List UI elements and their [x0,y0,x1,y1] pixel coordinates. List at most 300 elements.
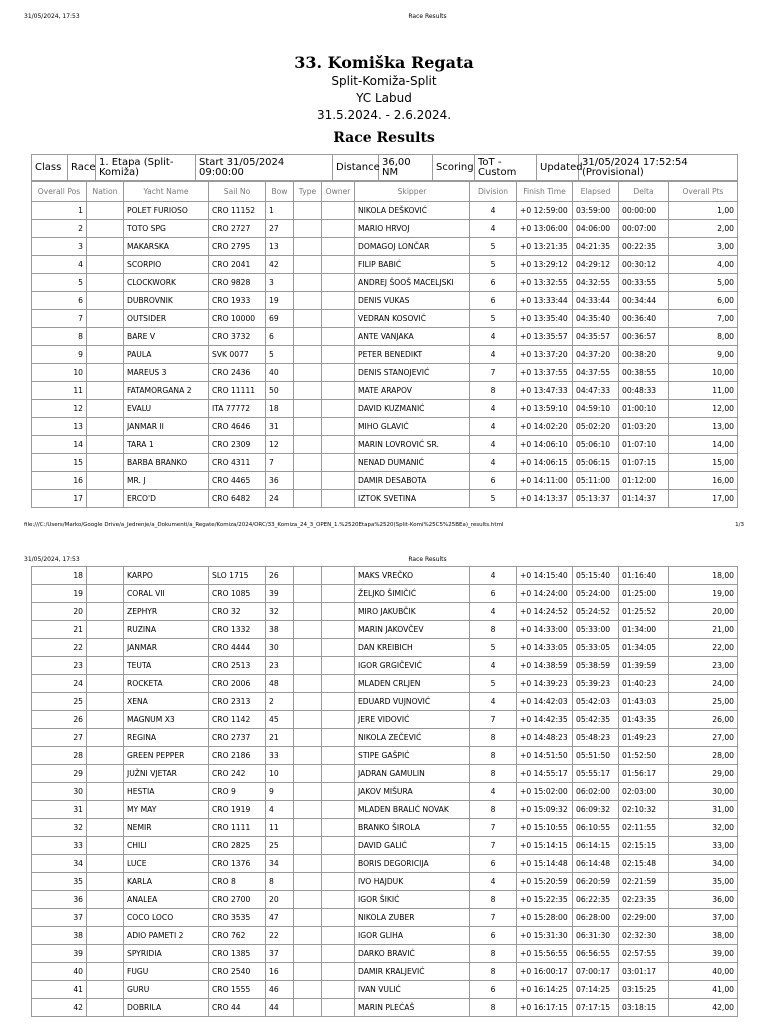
owner-cell [322,472,355,490]
owner-cell [322,873,355,891]
finish-cell: +0 13:59:10 [517,400,573,418]
type-cell [294,274,322,292]
division-cell: 5 [470,238,517,256]
points-cell: 15,00 [669,454,738,472]
skipper-cell: MATE ARAPOV [355,382,470,400]
points-cell: 27,00 [669,729,738,747]
type-cell [294,472,322,490]
start-label: Start [199,156,224,168]
event-title: 33. Komiška Regata [294,53,474,72]
table-row [32,765,738,783]
yacht-cell: BARE V [124,328,209,346]
elapsed-cell: 05:15:40 [573,567,619,585]
elapsed-cell: 05:33:05 [573,639,619,657]
bow-cell: 18 [266,400,294,418]
elapsed-cell: 04:37:20 [573,346,619,364]
skipper-cell: FILIP BABIĆ [355,256,470,274]
skipper-cell: DARKO BRAVIĆ [355,945,470,963]
bow-cell: 31 [266,418,294,436]
pos-cell: 17 [32,490,87,508]
owner-cell [322,490,355,508]
points-cell: 42,00 [669,999,738,1017]
skipper-cell: DAN KREIBICH [355,639,470,657]
yacht-cell: TOTO SPG [124,220,209,238]
points-cell: 33,00 [669,837,738,855]
nation-cell [87,454,124,472]
points-cell: 6,00 [669,292,738,310]
elapsed-cell: 05:42:03 [573,693,619,711]
bow-cell: 5 [266,346,294,364]
elapsed-cell: 05:55:17 [573,765,619,783]
elapsed-cell: 07:00:17 [573,963,619,981]
division-cell: 4 [470,783,517,801]
nation-cell [87,927,124,945]
finish-cell: +0 15:14:15 [517,837,573,855]
nation-cell [87,945,124,963]
owner-cell [322,292,355,310]
column-header: Overall Pts [669,182,738,202]
sail-cell: CRO 1332 [209,621,266,639]
pos-cell: 18 [32,567,87,585]
skipper-cell: BRANKO ŠIROLA [355,819,470,837]
points-cell: 24,00 [669,675,738,693]
finish-cell: +0 15:10:55 [517,819,573,837]
division-cell: 6 [470,274,517,292]
owner-cell [322,639,355,657]
delta-cell: 00:36:57 [619,328,669,346]
bow-cell: 30 [266,639,294,657]
division-cell: 4 [470,693,517,711]
type-cell [294,711,322,729]
finish-cell: +0 15:02:00 [517,783,573,801]
finish-cell: +0 13:37:55 [517,364,573,382]
sail-cell: CRO 1933 [209,292,266,310]
points-cell: 8,00 [669,328,738,346]
sail-cell: CRO 2309 [209,436,266,454]
sail-cell: CRO 2737 [209,729,266,747]
finish-cell: +0 14:15:40 [517,567,573,585]
table-row [32,256,738,274]
division-cell: 8 [470,729,517,747]
type-cell [294,873,322,891]
skipper-cell: JADRAN GAMULIN [355,765,470,783]
skipper-cell: MARIO HRVOJ [355,220,470,238]
table-row [32,981,738,999]
finish-cell: +0 13:35:57 [517,328,573,346]
skipper-cell: NIKOLA DEŠKOVIĆ [355,202,470,220]
type-cell [294,675,322,693]
bow-cell: 8 [266,873,294,891]
delta-cell: 02:23:35 [619,891,669,909]
yacht-cell: PAULA [124,346,209,364]
owner-cell [322,585,355,603]
pos-cell: 6 [32,292,87,310]
division-cell: 7 [470,819,517,837]
bow-cell: 19 [266,292,294,310]
finish-cell: +0 14:39:23 [517,675,573,693]
sail-cell: CRO 762 [209,927,266,945]
pos-cell: 27 [32,729,87,747]
skipper-cell: STIPE GAŠPIĆ [355,747,470,765]
delta-cell: 01:00:10 [619,400,669,418]
yacht-cell: HESTIA [124,783,209,801]
delta-cell: 01:03:20 [619,418,669,436]
nation-cell [87,436,124,454]
bow-cell: 13 [266,238,294,256]
type-cell [294,256,322,274]
division-cell: 8 [470,747,517,765]
owner-cell [322,346,355,364]
sail-cell: CRO 44 [209,999,266,1017]
delta-cell: 00:00:00 [619,202,669,220]
skipper-cell: IGOR GLIHA [355,927,470,945]
sail-cell: CRO 2436 [209,364,266,382]
finish-cell: +0 15:56:55 [517,945,573,963]
pos-cell: 24 [32,675,87,693]
elapsed-cell: 05:38:59 [573,657,619,675]
division-cell: 4 [470,220,517,238]
type-cell [294,603,322,621]
points-cell: 4,00 [669,256,738,274]
pos-cell: 42 [32,999,87,1017]
elapsed-cell: 05:06:10 [573,436,619,454]
nation-cell [87,999,124,1017]
bow-cell: 21 [266,729,294,747]
sail-cell: CRO 9828 [209,274,266,292]
division-cell: 7 [470,837,517,855]
bow-cell: 37 [266,945,294,963]
bow-cell: 10 [266,765,294,783]
nation-cell [87,981,124,999]
table-row [32,621,738,639]
nation-cell [87,621,124,639]
points-cell: 21,00 [669,621,738,639]
owner-cell [322,747,355,765]
pos-cell: 41 [32,981,87,999]
yacht-cell: GURU [124,981,209,999]
sail-cell: CRO 1376 [209,855,266,873]
pos-cell: 23 [32,657,87,675]
points-cell: 40,00 [669,963,738,981]
pos-cell: 7 [32,310,87,328]
owner-cell [322,382,355,400]
bow-cell: 42 [266,256,294,274]
nation-cell [87,400,124,418]
skipper-cell: DAVID KUZMANIĆ [355,400,470,418]
nation-cell [87,711,124,729]
finish-cell: +0 14:06:15 [517,454,573,472]
pos-cell: 35 [32,873,87,891]
nation-cell [87,657,124,675]
elapsed-cell: 05:11:00 [573,472,619,490]
division-cell: 6 [470,585,517,603]
pos-cell: 10 [32,364,87,382]
finish-cell: +0 13:21:35 [517,238,573,256]
owner-cell [322,621,355,639]
pos-cell: 20 [32,603,87,621]
column-header: Nation [87,182,124,202]
sail-cell: CRO 2006 [209,675,266,693]
finish-cell: +0 15:22:35 [517,891,573,909]
pos-cell: 30 [32,783,87,801]
points-cell: 41,00 [669,981,738,999]
yacht-cell: FATAMORGANA 2 [124,382,209,400]
type-cell [294,436,322,454]
points-cell: 17,00 [669,490,738,508]
skipper-cell: DAMIR DESABOTA [355,472,470,490]
division-cell: 7 [470,711,517,729]
delta-cell: 02:15:48 [619,855,669,873]
owner-cell [322,999,355,1017]
table-row [32,418,738,436]
print-title-2: Race Results [408,556,447,563]
yacht-cell: LUCE [124,855,209,873]
owner-cell [322,765,355,783]
elapsed-cell: 04:37:55 [573,364,619,382]
skipper-cell: NIKOLA ZUBER [355,909,470,927]
owner-cell [322,256,355,274]
pos-cell: 4 [32,256,87,274]
pos-cell: 13 [32,418,87,436]
finish-cell: +0 14:42:03 [517,693,573,711]
skipper-cell: DENIS VUKAS [355,292,470,310]
yacht-cell: MAGNUM X3 [124,711,209,729]
skipper-cell: MLADEN CRLJEN [355,675,470,693]
table-row [32,999,738,1017]
nation-cell [87,801,124,819]
pos-cell: 5 [32,274,87,292]
yacht-cell: ADIO PAMETI 2 [124,927,209,945]
table-row [32,567,738,585]
bow-cell: 39 [266,585,294,603]
nation-cell [87,328,124,346]
points-cell: 18,00 [669,567,738,585]
elapsed-cell: 04:21:35 [573,238,619,256]
delta-cell: 01:34:05 [619,639,669,657]
nation-cell [87,819,124,837]
finish-cell: +0 13:33:44 [517,292,573,310]
yacht-cell: XENA [124,693,209,711]
division-cell: 5 [470,675,517,693]
type-cell [294,891,322,909]
sail-cell: CRO 2313 [209,693,266,711]
type-cell [294,693,322,711]
elapsed-cell: 05:39:23 [573,675,619,693]
points-cell: 7,00 [669,310,738,328]
nation-cell [87,909,124,927]
points-cell: 1,00 [669,202,738,220]
bow-cell: 50 [266,382,294,400]
sail-cell: CRO 2727 [209,220,266,238]
finish-cell: +0 14:33:05 [517,639,573,657]
type-cell [294,855,322,873]
skipper-cell: ANTE VANJAKA [355,328,470,346]
finish-cell: +0 14:24:52 [517,603,573,621]
finish-cell: +0 14:13:37 [517,490,573,508]
nation-cell [87,837,124,855]
table-row [32,400,738,418]
pos-cell: 14 [32,436,87,454]
points-cell: 32,00 [669,819,738,837]
class-label: Class [32,155,68,181]
bow-cell: 3 [266,274,294,292]
nation-cell [87,747,124,765]
points-cell: 20,00 [669,603,738,621]
division-cell: 6 [470,855,517,873]
delta-cell: 01:56:17 [619,765,669,783]
owner-cell [322,927,355,945]
division-cell: 4 [470,603,517,621]
pos-cell: 15 [32,454,87,472]
type-cell [294,657,322,675]
owner-cell [322,783,355,801]
type-cell [294,945,322,963]
results-table [31,181,738,508]
delta-cell: 02:29:00 [619,909,669,927]
type-cell [294,819,322,837]
delta-cell: 00:33:55 [619,274,669,292]
skipper-cell: BORIS DEGORICIJA [355,855,470,873]
sail-cell: CRO 1555 [209,981,266,999]
division-cell: 6 [470,981,517,999]
points-cell: 34,00 [669,855,738,873]
pos-cell: 8 [32,328,87,346]
nation-cell [87,472,124,490]
points-cell: 23,00 [669,657,738,675]
bow-cell: 69 [266,310,294,328]
elapsed-cell: 05:02:20 [573,418,619,436]
finish-cell: +0 15:28:00 [517,909,573,927]
table-row [32,801,738,819]
finish-cell: +0 14:11:00 [517,472,573,490]
skipper-cell: IVO HAJDUK [355,873,470,891]
skipper-cell: IGOR ŠIKIĆ [355,891,470,909]
bow-cell: 45 [266,711,294,729]
sail-cell: CRO 8 [209,873,266,891]
pos-cell: 9 [32,346,87,364]
distance-label: Distance [333,155,379,181]
finish-cell: +0 14:33:00 [517,621,573,639]
owner-cell [322,310,355,328]
scoring-label: Scoring [433,155,475,181]
bow-cell: 44 [266,999,294,1017]
yacht-cell: COCO LOCO [124,909,209,927]
skipper-cell: DAVID GALIĆ [355,837,470,855]
yacht-cell: JANMAR [124,639,209,657]
bow-cell: 16 [266,963,294,981]
sail-cell: SVK 0077 [209,346,266,364]
pos-cell: 36 [32,891,87,909]
delta-cell: 03:15:25 [619,981,669,999]
division-cell: 8 [470,891,517,909]
yacht-cell: EVALU [124,400,209,418]
skipper-cell: JERE VIDOVIĆ [355,711,470,729]
owner-cell [322,364,355,382]
nation-cell [87,873,124,891]
division-cell: 8 [470,765,517,783]
nation-cell [87,783,124,801]
event-club: YC Labud [356,91,412,105]
race-info-table [31,154,738,181]
skipper-cell: MAKS VREČKO [355,567,470,585]
division-cell: 4 [470,873,517,891]
bow-cell: 33 [266,747,294,765]
finish-cell: +0 14:38:59 [517,657,573,675]
yacht-cell: KARPO [124,567,209,585]
division-cell: 5 [470,490,517,508]
nation-cell [87,567,124,585]
finish-cell: +0 15:14:48 [517,855,573,873]
pos-cell: 31 [32,801,87,819]
table-row [32,346,738,364]
type-cell [294,364,322,382]
division-cell: 4 [470,454,517,472]
finish-cell: +0 15:09:32 [517,801,573,819]
owner-cell [322,400,355,418]
column-header: Division [470,182,517,202]
owner-cell [322,945,355,963]
delta-cell: 00:38:20 [619,346,669,364]
owner-cell [322,238,355,256]
bow-cell: 32 [266,603,294,621]
owner-cell [322,693,355,711]
bow-cell: 22 [266,927,294,945]
yacht-cell: DUBROVNIK [124,292,209,310]
table-row [32,945,738,963]
skipper-cell: MLADEN BRALIĆ NOVAK [355,801,470,819]
delta-cell: 00:36:40 [619,310,669,328]
finish-cell: +0 13:47:33 [517,382,573,400]
delta-cell: 01:07:10 [619,436,669,454]
delta-cell: 01:43:35 [619,711,669,729]
yacht-cell: CLOCKWORK [124,274,209,292]
bow-cell: 6 [266,328,294,346]
sail-cell: CRO 11111 [209,382,266,400]
race-value: 1. Etapa (Split-Komiža) [96,155,196,181]
skipper-cell: DAMIR KRALJEVIĆ [355,963,470,981]
division-cell: 8 [470,621,517,639]
owner-cell [322,454,355,472]
pos-cell: 28 [32,747,87,765]
nation-cell [87,310,124,328]
nation-cell [87,292,124,310]
results-table-continued [31,566,738,1017]
finish-cell: +0 14:24:00 [517,585,573,603]
table-row [32,585,738,603]
pos-cell: 19 [32,585,87,603]
delta-cell: 02:15:15 [619,837,669,855]
skipper-cell: DENIS STANOJEVIĆ [355,364,470,382]
bow-cell: 23 [266,657,294,675]
finish-cell: +0 13:29:12 [517,256,573,274]
points-cell: 38,00 [669,927,738,945]
delta-cell: 00:48:33 [619,382,669,400]
nation-cell [87,202,124,220]
yacht-cell: RUZINA [124,621,209,639]
yacht-cell: CORAL VII [124,585,209,603]
delta-cell: 01:39:59 [619,657,669,675]
finish-cell: +0 12:59:00 [517,202,573,220]
division-cell: 5 [470,256,517,274]
sail-cell: CRO 1919 [209,801,266,819]
pos-cell: 34 [32,855,87,873]
finish-cell: +0 16:17:15 [517,999,573,1017]
print-title: Race Results [408,13,447,20]
page-number: 1/3 [735,522,744,528]
skipper-cell: EDUARD VUJNOVIĆ [355,693,470,711]
bow-cell: 40 [266,364,294,382]
sail-cell: CRO 10000 [209,310,266,328]
